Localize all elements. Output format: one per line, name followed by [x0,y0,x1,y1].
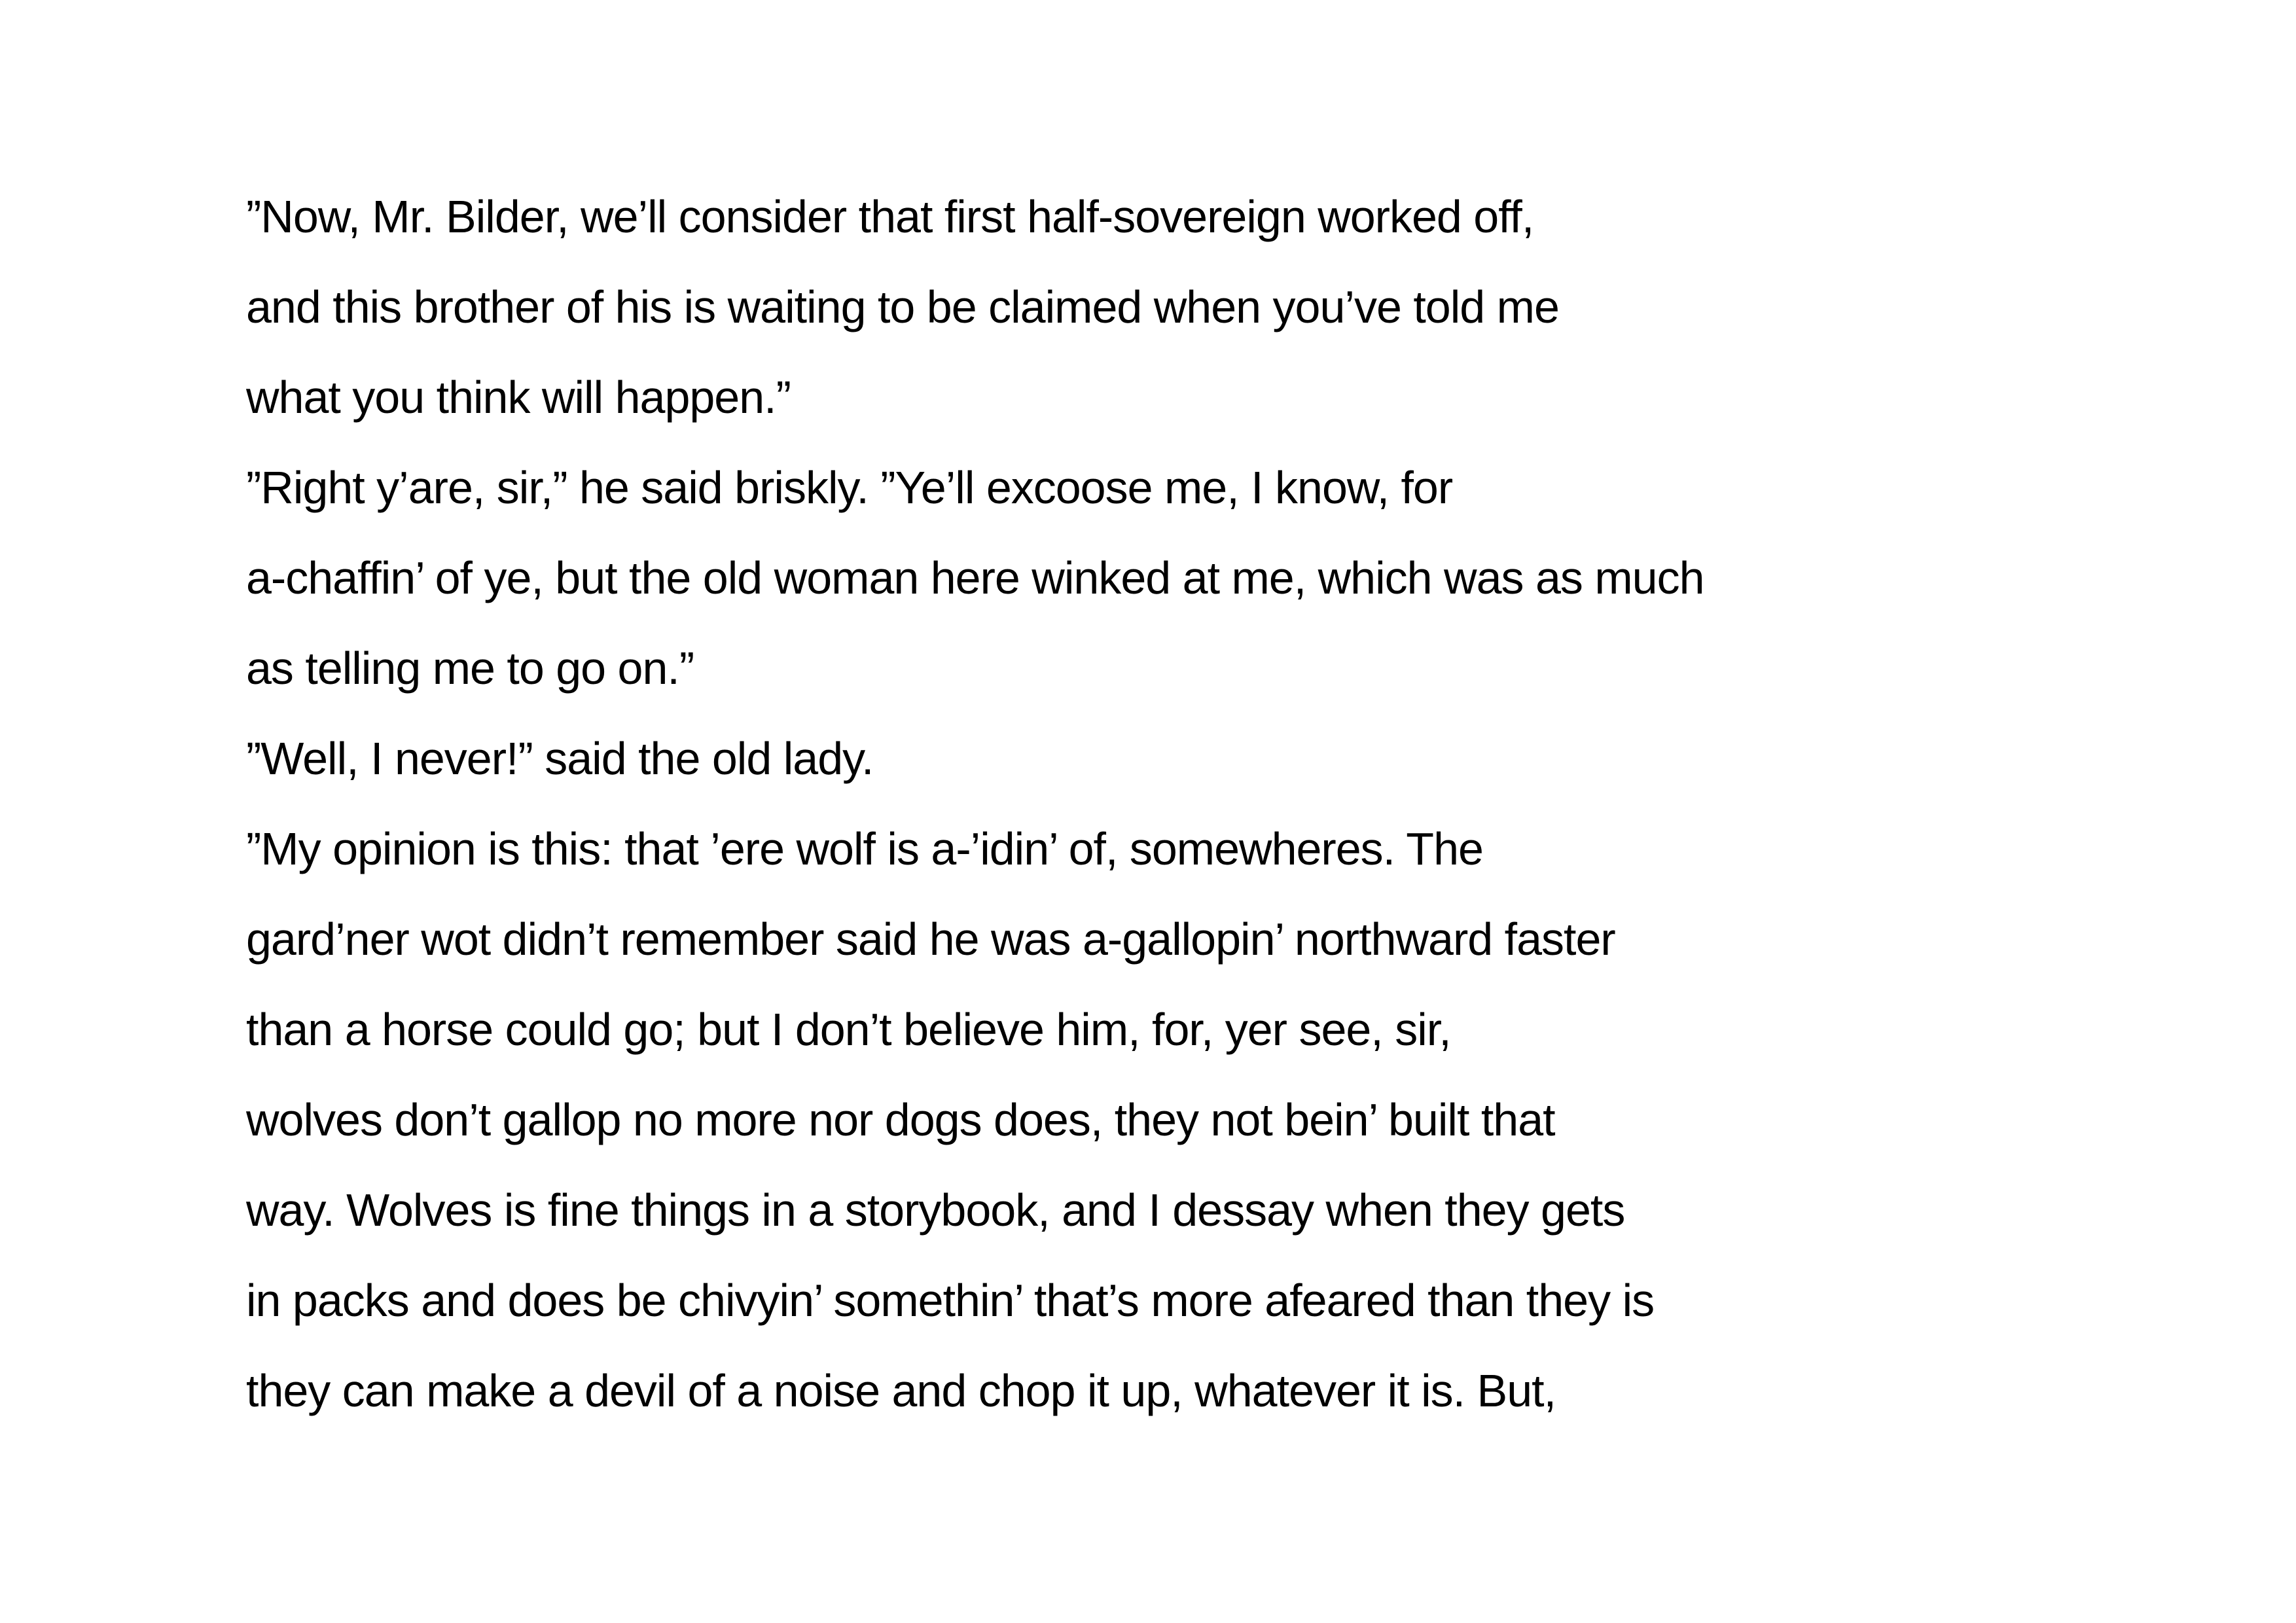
text-line: what you think will happen.” [246,372,791,423]
text-line: a-chaffin’ of ye, but the old woman here winked at me, which was as much [246,552,1704,603]
text-line: ”Well, I never!” said the old lady. [246,733,874,784]
text-line: they can make a devil of a noise and chop it up, whatever it is. But, [246,1365,1556,1416]
text-line: wolves don’t gallop no more nor dogs does, they not bein’ built that [246,1094,1555,1145]
text-line: than a horse could go; but I don’t believe him, for, yer see, sir, [246,1004,1451,1055]
text-line: gard’ner wot didn’t remember said he was a-gallopin’ northward faster [246,914,1615,965]
body-text [246,171,2144,1436]
text-line: ”Now, Mr. Bilder, we’ll consider that first half-sovereign worked off, [246,191,1534,242]
text-line: as telling me to go on.” [246,643,694,694]
text-line: ”My opinion is this: that ’ere wolf is a-’idin’ of, somewheres. The [246,823,1483,874]
text-line: and this brother of his is waiting to be claimed when you’ve told me [246,281,1559,332]
text-line: in packs and does be chivyin’ somethin’ that’s more afeared than they is [246,1275,1655,1326]
text-line: ”Right y’are, sir,” he said briskly. ”Ye’ll excoose me, I know, for [246,462,1453,513]
text-line: way. Wolves is fine things in a storybook, and I dessay when they gets [246,1185,1625,1236]
